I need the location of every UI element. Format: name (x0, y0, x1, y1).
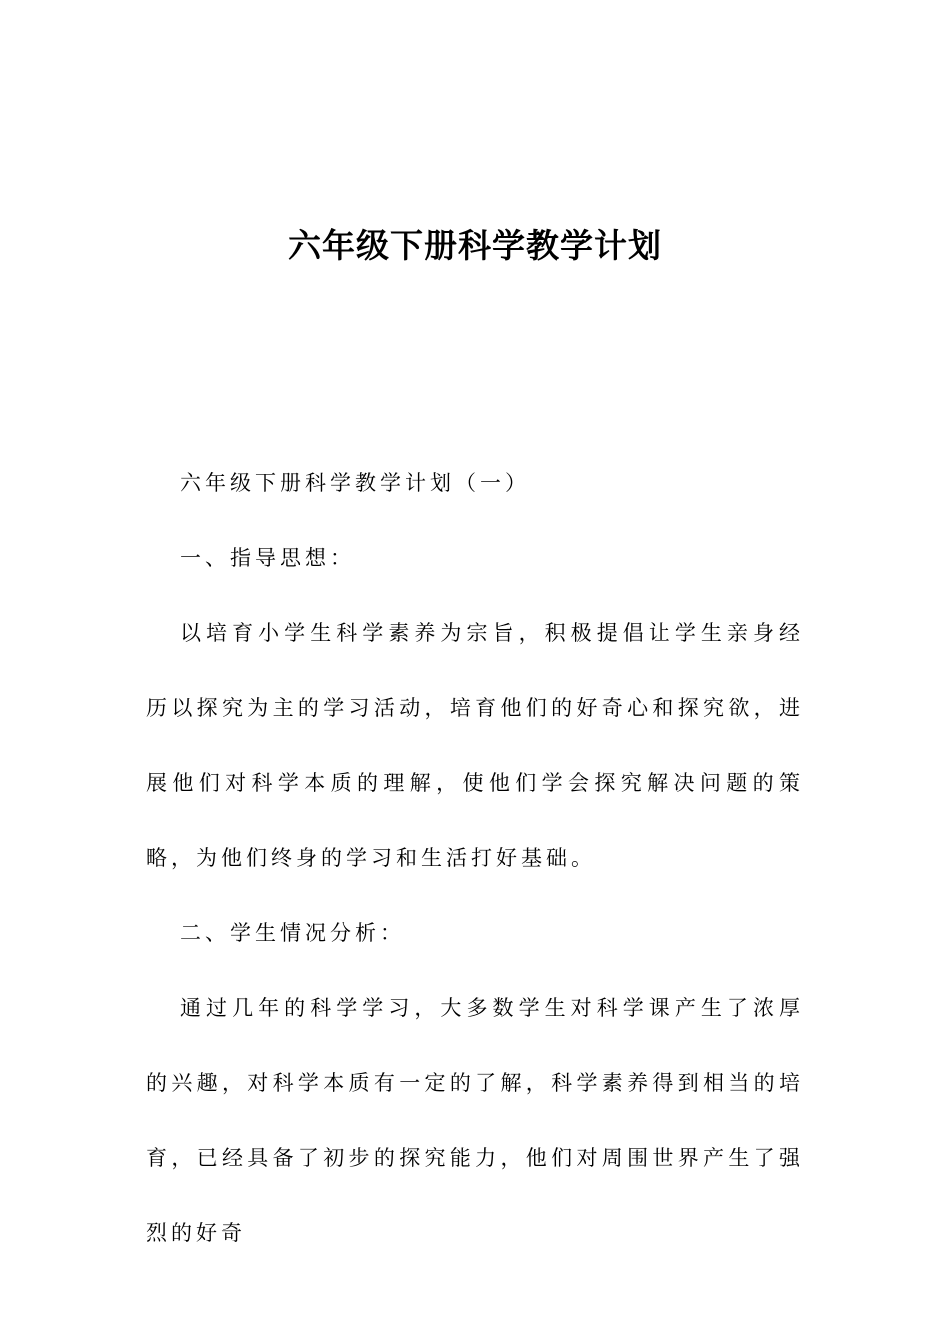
section-heading-student-analysis: 二、学生情况分析： (180, 921, 405, 945)
section-heading-guiding-thought: 一、指导思想： (180, 546, 355, 570)
section-heading-plan: 六年级下册科学教学计划（一） (180, 471, 530, 495)
paragraph-student-analysis: 通过几年的科学学习，大多数学生对科学课产生了浓厚的兴趣，对科学本质有一定的了解，科学素养得到相当的培育，已经具备了初步的探究能力，他们对周围世界产生了强烈的好奇 (146, 996, 804, 1245)
document-body (146, 446, 804, 1271)
document-title: 六年级下册科学教学计划 (288, 226, 662, 265)
paragraph-guiding-thought: 以培育小学生科学素养为宗旨，积极提倡让学生亲身经历以探究为主的学习活动，培育他们的好奇心和探究欲，进展他们对科学本质的理解，使他们学会探究解决问题的策略，为他们终身的学习和生活打好基础。 (146, 621, 804, 870)
